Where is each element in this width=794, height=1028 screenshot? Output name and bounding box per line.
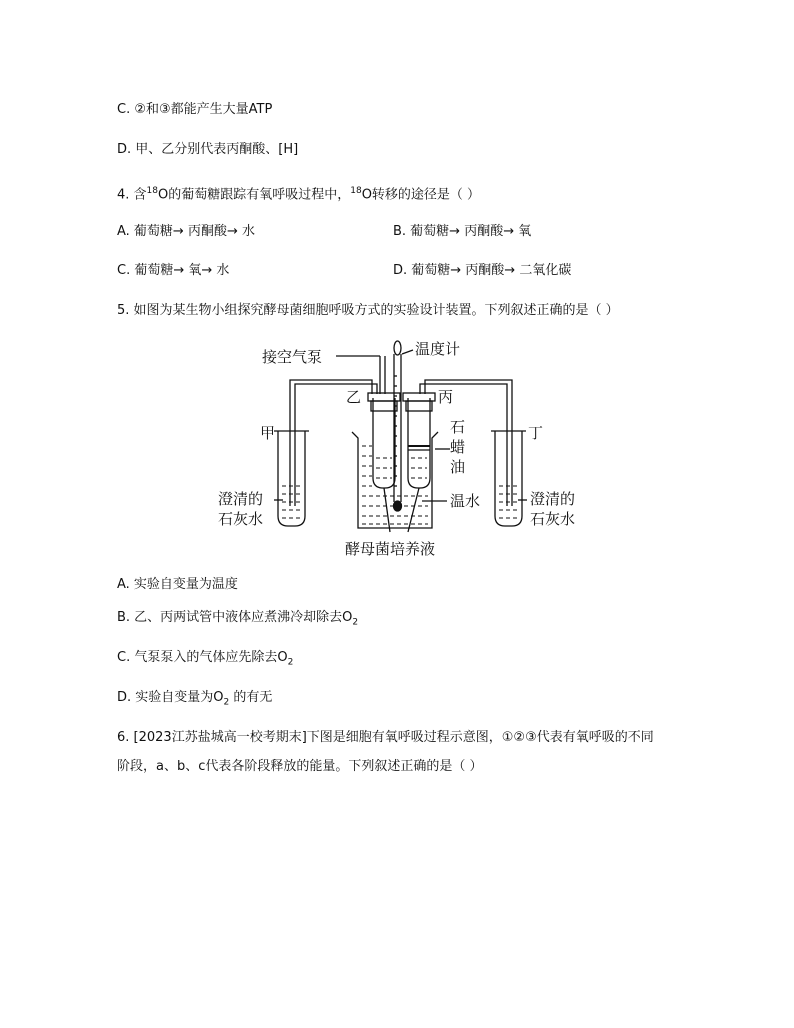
subscript: 2 [287, 657, 294, 668]
q4-stem-post: O转移的途径是（ ） [361, 187, 481, 203]
label-yeast-culture: 酵母菌培养液 [345, 540, 436, 558]
experiment-apparatus-figure [218, 336, 620, 564]
label-limewater-left: 澄清的 [218, 490, 264, 508]
label-paraffin: 石 [450, 418, 466, 436]
label-tube-jia: 甲 [260, 424, 276, 442]
q4-stem-mid: O的葡萄糖跟踪有氧呼吸过程中， [158, 187, 351, 203]
label-tube-bing: 丙 [438, 388, 454, 406]
subscript: 2 [352, 617, 359, 628]
q4-option-d: D. 葡萄糖→ 丙酮酸→ 二氧化碳 [393, 263, 572, 278]
label-warm-water: 温水 [450, 492, 481, 510]
isotope-superscript: 18 [350, 186, 362, 196]
q5-option-b [117, 609, 358, 632]
q3-option-c: C. ②和③都能产生大量ATP [117, 102, 273, 117]
q4-option-b: B. 葡萄糖→ 丙酮酸→ 氧 [393, 224, 532, 239]
stopper-bing [406, 401, 432, 411]
isotope-superscript: 18 [146, 186, 158, 196]
q6-stem-line1: 6. [2023江苏盐城高一校考期末]下图是细胞有氧呼吸过程示意图，①②③代表有氧呼吸的不同 [117, 730, 654, 745]
label-paraffin: 油 [450, 458, 466, 476]
q5-option-d [117, 689, 272, 712]
connector-tube-left [295, 384, 377, 506]
label-limewater-left: 石灰水 [218, 510, 264, 528]
q3-option-d: D. 甲、乙分别代表丙酮酸、[H] [117, 142, 299, 157]
q5-option-d-tail: 的有无 [229, 690, 273, 705]
q5-option-d-text: D. 实验自变量为O [117, 690, 224, 705]
culture-leader [384, 488, 390, 532]
label-limewater-right: 澄清的 [530, 490, 576, 508]
q5-option-b-text: B. 乙、丙两试管中液体应煮沸冷却除去O [117, 610, 353, 625]
label-tube-yi: 乙 [346, 388, 362, 406]
stopper-yi [371, 401, 397, 411]
label-air-pump: 接空气泵 [262, 348, 323, 366]
label-tube-ding: 丁 [528, 424, 544, 442]
tube-ding [495, 431, 522, 526]
q5-option-c-text: C. 气泵泵入的气体应先除去O [117, 650, 288, 665]
thermometer-top [394, 341, 401, 355]
q5-option-a: A. 实验自变量为温度 [117, 577, 238, 592]
q6-stem-line2: 阶段，a、b、c代表各阶段释放的能量。下列叙述正确的是（ ） [117, 759, 483, 774]
q4-option-c: C. 葡萄糖→ 氧→ 水 [117, 263, 230, 278]
tube-jia [278, 431, 305, 526]
label-thermometer: 温度计 [415, 340, 461, 358]
q4-stem [117, 182, 480, 204]
label-paraffin: 蜡 [450, 438, 466, 456]
q5-option-c [117, 649, 293, 672]
q4-option-a: A. 葡萄糖→ 丙酮酸→ 水 [117, 224, 255, 239]
thermometer-leader [402, 350, 413, 354]
q4-stem-pre: 4. 含 [117, 187, 147, 203]
label-limewater-right: 石灰水 [530, 510, 576, 528]
subscript: 2 [223, 697, 230, 708]
q5-stem: 5. 如图为某生物小组探究酵母菌细胞呼吸方式的实验设计装置。下列叙述正确的是（ ） [117, 303, 619, 318]
culture-leader [408, 488, 419, 532]
